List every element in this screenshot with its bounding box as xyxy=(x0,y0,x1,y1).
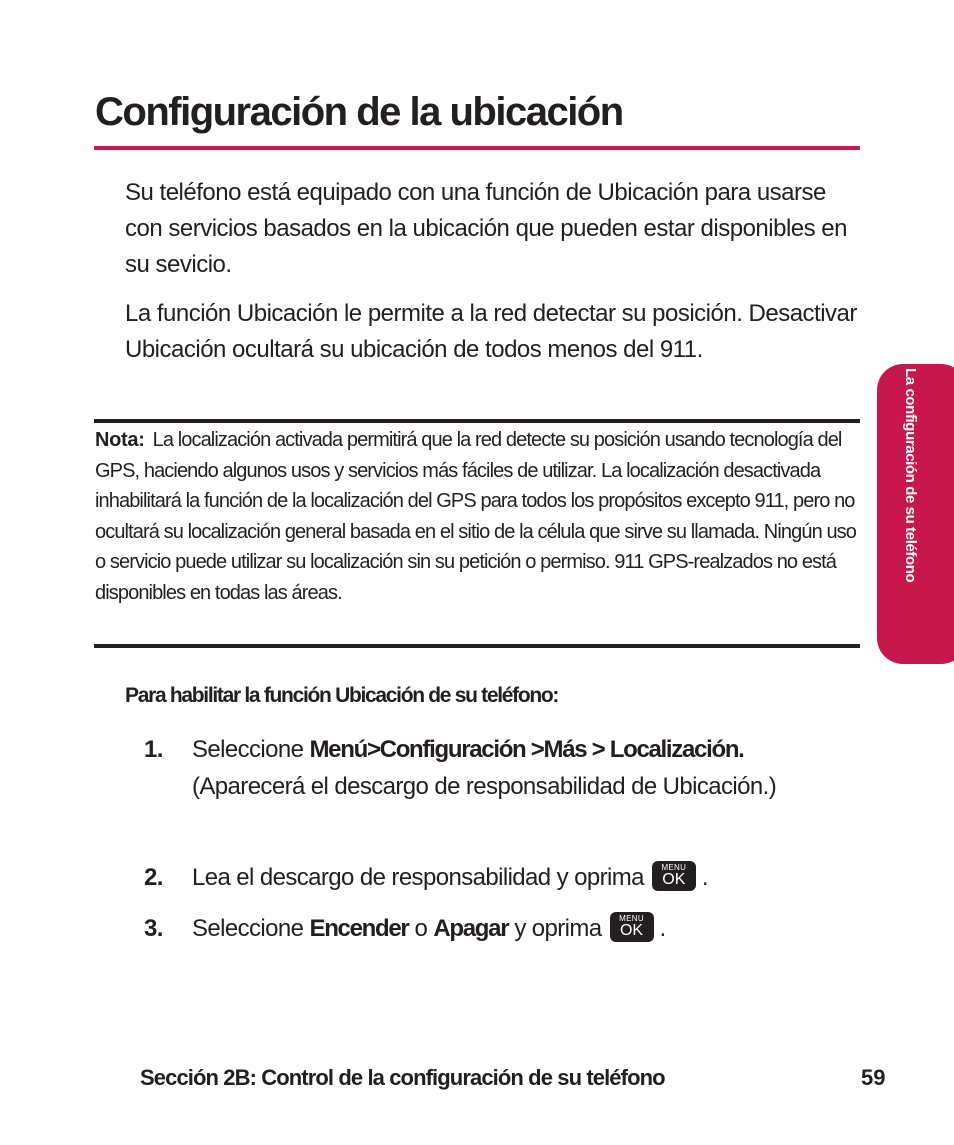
step-number: 1. xyxy=(144,736,163,763)
page-number: 59 xyxy=(861,1065,886,1090)
key-top-label: MENU xyxy=(661,863,687,872)
steps-heading: Para habilitar la función Ubicación de su teléfono: xyxy=(125,684,559,707)
page-title: Configuración de la ubicación xyxy=(95,90,623,134)
note-box xyxy=(95,425,860,608)
key-bottom-label: OK xyxy=(619,922,644,939)
step-text: y oprima xyxy=(508,915,602,942)
step-body xyxy=(192,859,860,896)
step-3 xyxy=(144,910,860,947)
note-bottom-rule xyxy=(94,644,860,648)
menu-ok-key-icon xyxy=(610,912,654,942)
step-number: 3. xyxy=(144,915,163,942)
footer-section-title: Sección 2B: Control de la configuración de su teléfono xyxy=(140,1065,665,1090)
step-text: (Aparecerá el descargo de responsabilidad de Ubicación.) xyxy=(192,773,777,800)
step-number: 2. xyxy=(144,864,163,891)
note-label: Nota: xyxy=(95,429,145,451)
intro-paragraph: Su teléfono está equipado con una función de Ubicación para usarse con servicios basados en la ubicación que pueden estar disponibles en su sevicio. xyxy=(125,179,848,278)
note-top-rule xyxy=(94,419,860,423)
step-body xyxy=(192,910,860,947)
second-paragraph: La función Ubicación le permite a la red detectar su posición. Desactivar Ubicación ocultará su ubicación de todos menos del 911. xyxy=(125,300,857,363)
step-text: . xyxy=(701,864,708,891)
step-text: Lea el descargo de responsabilidad y oprima xyxy=(192,864,644,891)
step-body xyxy=(192,731,860,805)
step-text: Seleccione xyxy=(192,736,310,763)
step-1 xyxy=(144,731,860,805)
section-side-tab-label: La configuración de su teléfono xyxy=(902,368,919,583)
step-2 xyxy=(144,859,860,896)
note-text: La localización activada permitirá que la red detecte su posición usando tecnología del GPS, haciendo algunos usos y servicios más fáciles de utilizar. La localización desactivada inhabilitará la función de la localización del GPS para todos los propósitos excepto 911, pero no ocultará su localización general basada en el sitio de la célula que sirve su llamada. Ningún uso o servicio puede utilizar su localización sin su petición o permiso. 911 GPS-realzados no está disponibles en todas las áreas. xyxy=(95,429,856,604)
menu-path: Menú>Configuración >Más > Localización. xyxy=(309,736,744,763)
step-text: . xyxy=(659,915,666,942)
key-bottom-label: OK xyxy=(662,871,686,888)
menu-ok-key-icon xyxy=(652,861,696,891)
title-rule xyxy=(94,146,860,150)
option-encender: Encender xyxy=(309,915,409,942)
step-text: o xyxy=(408,915,434,942)
option-apagar: Apagar xyxy=(433,915,509,942)
step-text: Seleccione xyxy=(192,915,310,942)
key-top-label: MENU xyxy=(619,914,644,923)
